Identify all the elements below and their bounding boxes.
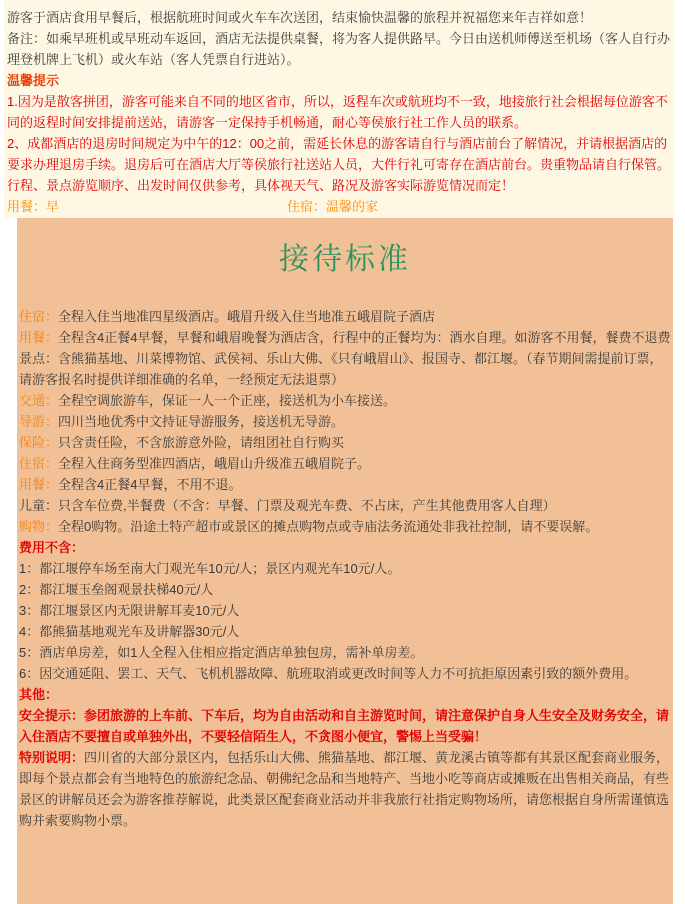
intro-paragraph: 游客于酒店食用早餐后，根据航班时间或火车车次送团，结束愉快温馨的旅程并祝福您来年吉祥如意！ xyxy=(7,10,593,25)
item-label: 用餐： xyxy=(19,330,59,345)
fee-item-4: 4：都熊猫基地观光车及讲解器30元/人 xyxy=(19,624,240,639)
trip-notes-section xyxy=(4,0,674,218)
tip-item-2: 2、成都酒店的退房时间规定为中午的12：00之前，需延长休息的游客请自行与酒店前台了解情况，并请根据酒店的要求办理退房手续。退房后可在酒店大厅等侯旅行社送站人员，大件行礼可寄存在酒店前台。贵重物品请自行保管。 xyxy=(7,136,671,172)
reception-item-meals1 xyxy=(19,327,671,348)
item-label: 购物： xyxy=(19,519,59,534)
item-text: 四川当地优秀中文持证导游服务，接送机无导游。 xyxy=(58,414,345,429)
reception-item-sights xyxy=(19,348,671,390)
item-text: 全程含4正餐4早餐，早餐和峨眉晚餐为酒店含，行程中的正餐均为：酒水自理。如游客不用餐，餐费不退费 xyxy=(58,330,671,345)
special-note xyxy=(19,747,671,831)
item-label: 用餐： xyxy=(19,477,59,492)
reception-item-stay1 xyxy=(19,306,671,327)
reception-item-transport xyxy=(19,390,671,411)
reception-standards-section xyxy=(17,218,673,904)
other-title: 其他： xyxy=(19,687,59,702)
item-text: 全程含4正餐4早餐，不用不退。 xyxy=(58,477,242,492)
item-text: 全程入住商务型准四酒店，峨眉山升级准五峨眉院子。 xyxy=(58,456,371,471)
fee-item-2: 2：都江堰玉垒阁观景扶梯40元/人 xyxy=(19,582,214,597)
reception-item-shopping xyxy=(19,516,671,537)
item-text: 只含车位费,半餐费（不含：早餐、门票及观光车费、不占床，产生其他费用客人自理） xyxy=(58,498,556,513)
reception-item-guide xyxy=(19,411,671,432)
item-label: 保险： xyxy=(19,435,59,450)
reception-title: 接待标准 xyxy=(279,243,411,276)
safety-note: 安全提示：参团旅游的上车前、下车后，均为自由活动和自主游览时间，请注意保护自身人生安全及财务安全，请入住酒店不要擅自或单独外出，不要轻信陌生人，不贪图小便宜，警惕上当受骗！ xyxy=(19,708,670,744)
item-text: 全程入住当地准四星级酒店。峨眉升级入住当地准五峨眉院子酒店 xyxy=(58,309,436,324)
tip-item-1: 1.因为是散客拼团，游客可能来自不同的地区省市，所以，返程车次或航班均不一致，地接旅行社会根据每位游客不同的返程时间安排提前送站，请游客一定保持手机畅通，耐心等侯旅行社工作人员的联系。 xyxy=(7,94,668,130)
item-label: 住宿： xyxy=(19,309,59,324)
meal-summary: 用餐：早 xyxy=(7,199,60,214)
special-note-text: 四川省的大部分景区内，包括乐山大佛、熊猫基地、都江堰、黄龙溪古镇等都有其景区配套商业服务，即每个景点都会有当地特色的旅游纪念品、朝佛纪念品和当地特产、当地小吃等商店或摊贩在出售相关商品，有些景区的讲解员还会为游客推荐解说，此类景区配套商业活动并非我旅行社指定购物场所，请您根据自身所需谨慎选购并索要购物小票。 xyxy=(19,750,670,828)
stay-summary: 住宿：温馨的家 xyxy=(287,199,379,214)
item-label: 住宿： xyxy=(19,456,59,471)
fee-item-1: 1：都江堰停车场至南大门观光车10元/人；景区内观光车10元/人。 xyxy=(19,561,401,576)
tips-title: 温馨提示 xyxy=(7,73,60,88)
item-label: 儿童： xyxy=(19,498,59,513)
item-label: 景点： xyxy=(19,351,59,366)
day-summary-row xyxy=(7,196,672,217)
tip-item-3: 行程、景点游览顺序、出发时间仅供参考，具体视天气、路况及游客实际游览情况而定！ xyxy=(7,178,515,193)
item-text: 全程0购物。沿途土特产超市或景区的摊点购物点或寺庙法务流通处非我社控制，请不要误解。 xyxy=(58,519,599,534)
item-text: 含熊猫基地、川菜博物馆、武侯祠、乐山大佛、《只有峨眉山》、报国寺、都江堰。（春节期间需提前订票，请游客报名时提供详细准确的名单，一经预定无法退票） xyxy=(19,351,663,387)
note-paragraph: 备注：如乘早班机或早班动车返回，酒店无法提供桌餐，将为客人提供路早。今日由送机师傅送至机场（客人自行办理登机牌上飞机）或火车站（客人凭票自行进站）。 xyxy=(7,31,671,67)
item-label: 交通： xyxy=(19,393,59,408)
fees-title: 费用不含： xyxy=(19,540,85,555)
fee-item-5: 5：酒店单房差，如1人全程入住相应指定酒店单独包房，需补单房差。 xyxy=(19,645,424,660)
special-note-label: 特别说明： xyxy=(19,750,85,765)
reception-item-insurance xyxy=(19,432,671,453)
fee-item-6: 6：因交通延阻、罢工、天气、飞机机器故障、航班取消或更改时间等人力不可抗拒原因素引致的额外费用。 xyxy=(19,666,638,681)
item-text: 全程空调旅游车，保证一人一个正座，接送机为小车接送。 xyxy=(58,393,397,408)
fee-item-3: 3：都江堰景区内无限讲解耳麦10元/人 xyxy=(19,603,240,618)
reception-item-children xyxy=(19,495,671,516)
reception-item-meals2 xyxy=(19,474,671,495)
reception-item-stay2 xyxy=(19,453,671,474)
item-text: 只含责任险，不含旅游意外险，请组团社自行购买 xyxy=(58,435,345,450)
item-label: 导游： xyxy=(19,414,59,429)
